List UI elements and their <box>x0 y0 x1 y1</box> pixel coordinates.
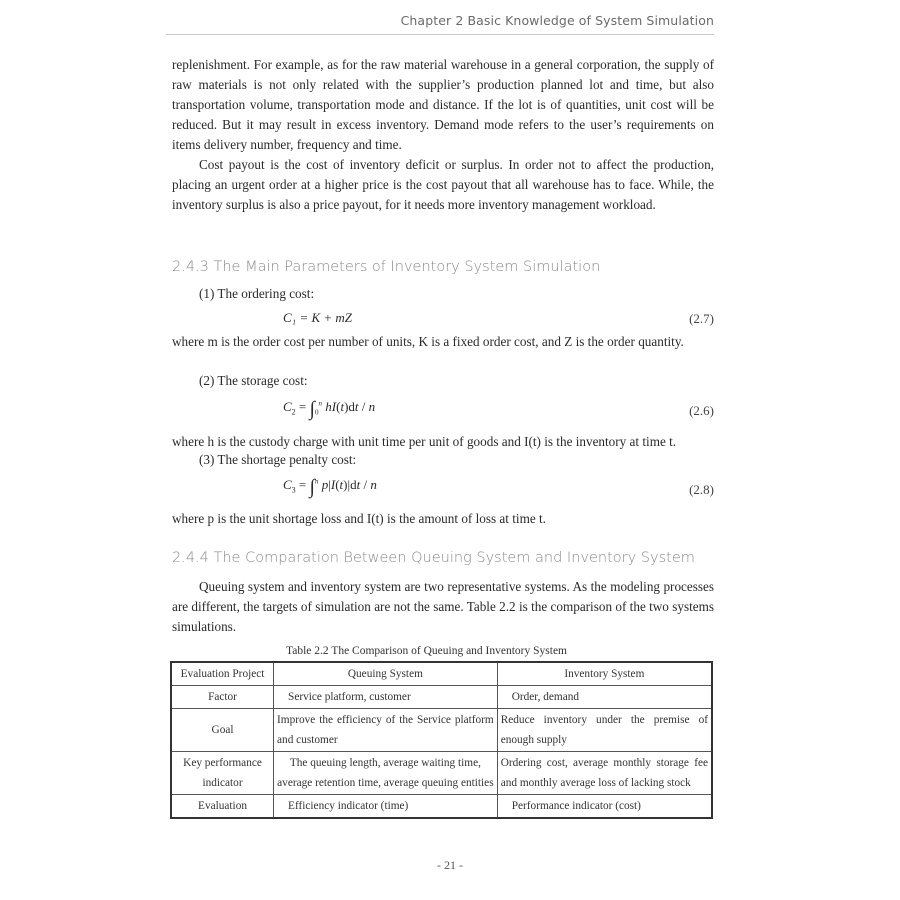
paragraph-2-text: Cost payout is the cost of inventory deficit or surplus. In order not to affect the production, placing an urgent order at a higher price is the cost payout that all warehouse has to face. While, the inventory surplus is also a price payout, for it needs more inventory management workload. <box>172 157 714 212</box>
where-storage: where h is the custody charge with unit time per unit of goods and I(t) is the inventory at time t. <box>172 434 677 449</box>
equation-number-2-6: (2.6) <box>689 403 714 418</box>
paragraph-replenishment <box>172 55 714 215</box>
table-row <box>171 795 712 819</box>
table-cell: Reduce inventory under the premise of enough supply <box>497 709 712 752</box>
table-row <box>171 686 712 709</box>
table-cell: Improve the efficiency of the Service platform and customer <box>274 709 498 752</box>
header-rule <box>166 34 714 35</box>
equation-2-8: $C_3 = \int^n$ p|I(t)|dt / n <box>283 476 377 498</box>
page-number: - 21 - <box>437 858 463 872</box>
table-cell: The queuing length, average waiting time, average retention time, average queuing entities <box>274 752 498 795</box>
paragraph-comparison: Queuing system and inventory system are two representative systems. As the modeling processes are different, the targets of simulation are not the same. Table 2.2 is the comparison of the two systems simulations. <box>172 579 714 634</box>
section-heading-2-4-3: 2.4.3 The Main Parameters of Inventory System Simulation <box>172 259 601 275</box>
equation-number-2-8: (2.8) <box>689 482 714 497</box>
section-heading-2-4-4: 2.4.4 The Comparation Between Queuing System and Inventory System <box>172 550 695 566</box>
table-header-row <box>171 662 712 686</box>
table-header-cell: Evaluation Project <box>171 662 274 686</box>
table-cell: Performance indicator (cost) <box>497 795 712 819</box>
table-cell: Key performance indicator <box>171 752 274 795</box>
item-ordering-cost: (1) The ordering cost: <box>199 286 315 301</box>
table-row <box>171 752 712 795</box>
running-header: Chapter 2 Basic Knowledge of System Simulation <box>400 13 714 28</box>
item-storage-cost: (2) The storage cost: <box>199 373 308 388</box>
comparison-table <box>170 661 713 819</box>
where-ordering: where m is the order cost per number of units, K is a fixed order cost, and Z is the order quantity. <box>172 334 684 349</box>
table-row <box>171 709 712 752</box>
table-cell: Order, demand <box>497 686 712 709</box>
equation-number-2-7: (2.7) <box>689 311 714 326</box>
table-cell: Efficiency indicator (time) <box>274 795 498 819</box>
table-cell: Service platform, customer <box>274 686 498 709</box>
table-cell: Goal <box>171 709 274 752</box>
equation-2-7: C₁ = K + mZ <box>283 310 353 325</box>
table-cell: Ordering cost, average monthly storage fee and monthly average loss of lacking stock <box>497 752 712 795</box>
item-shortage-cost: (3) The shortage penalty cost: <box>199 452 357 467</box>
table-cell: Evaluation <box>171 795 274 819</box>
table-header-cell: Queuing System <box>274 662 498 686</box>
table-cell: Factor <box>171 686 274 709</box>
equation-2-6: $C_2 = \int_0^n$ hI(t)dt / n <box>283 398 376 420</box>
table-caption: Table 2.2 The Comparison of Queuing and Inventory System <box>286 645 568 657</box>
paragraph-1-text: replenishment. For example, as for the raw material warehouse in a general corporation, the supply of raw materials is not only related with the supplier’s production planned lot and time, but also transportation volume, transportation mode and distance. If the lot is of quantities, unit cost will be reduced. But it may result in excess inventory. Demand mode refers to the user’s requirements on items delivery number, frequency and time. <box>172 57 714 152</box>
table-header-cell: Inventory System <box>497 662 712 686</box>
where-shortage: where p is the unit shortage loss and I(t) is the amount of loss at time t. <box>172 511 546 526</box>
